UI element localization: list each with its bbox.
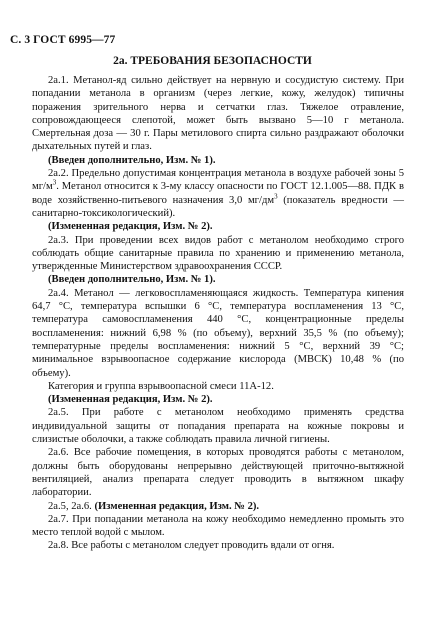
- paragraph-ref: 2а.5, 2а.6.: [48, 500, 95, 512]
- amendment-text: (Измененная редакция, Изм. № 2).: [94, 500, 260, 512]
- amendment-note: (Измененная редакция, Изм. № 2).: [48, 221, 213, 233]
- paragraph-2a8: 2а.8. Все работы с метанолом следует проводить вдали от огня.: [48, 540, 335, 552]
- section-title: 2а. ТРЕБОВАНИЯ БЕЗОПАСНОСТИ: [113, 55, 312, 67]
- running-header: С. 3 ГОСТ 6995—77: [10, 34, 116, 46]
- amendment-note: (Введен дополнительно, Изм. № 1).: [48, 274, 216, 286]
- superscript: 3: [52, 178, 57, 187]
- superscript: 3: [274, 192, 278, 201]
- amendment-note-2a5-2a6: [32, 500, 404, 513]
- amendment-note: (Введен дополнительно, Изм. № 1).: [48, 154, 216, 166]
- paragraph-2a3: 2а.3. При проведении всех видов работ с метанолом необходимо строго соблюдать общие санитарные правила по хранению и применению метанола, утвержденные Министерством здравоохранения СССР.: [32, 234, 404, 273]
- amendment-note: (Измененная редакция, Изм. № 2).: [48, 394, 213, 406]
- paragraph-2a2: [32, 167, 404, 220]
- document-body: [32, 74, 404, 553]
- paragraph-text: (показатель вредности — санитарно-токсикологический).: [32, 194, 404, 219]
- paragraph-2a7: 2а.7. При попадании метанола на кожу необходимо немедленно промыть это место теплой водой с мылом.: [32, 513, 404, 539]
- paragraph-category: Категория и группа взрывоопасной смеси 11А-12.: [48, 380, 274, 392]
- paragraph-2a1: 2а.1. Метанол-яд сильно действует на нервную и сосудистую систему. При попадании метанола в организм (через легкие, кожу, желудок) типичны поражения зрительного нерва и сетчатки глаз. Тяжелое отравление, сопровождающееся слепотой, может быть вызвано 5—10 г метанола. Смертельная доза — 30 г. Пары метилового спирта сильно раздражают оболочки дыхательных путей и глаз.: [32, 75, 404, 153]
- paragraph-2a6: 2а.6. Все рабочие помещения, в которых проводятся работы с метанолом, должны быть оборудованы непрерывно действующей приточно-вытяжной вентиляцией, анализ препарата следует проводить в вытяжном шкафу лаборатории.: [32, 447, 404, 499]
- paragraph-2a5: 2а.5. При работе с метанолом необходимо применять средства индивидуальной защиты от попадания препарата на кожные покровы и слизистые оболочки, а также соблюдать правила личной гигиены.: [32, 407, 404, 446]
- paragraph-text: 2а.2. Предельно допустимая концентрация метанола в воздухе рабочей зоны 5 мг/м: [32, 168, 404, 193]
- paragraph-2a4: 2а.4. Метанол — легковоспламеняющаяся жидкость. Температура кипения 64,7 °С, температура вспышки 6 °С, температура воспламенения 13 °С, температура самовоспламенения 440 °С, концентрационные пределы воспламенения: нижний 6,98 % (по объему), верхний 35,5 % (по объему); температурные пределы воспламенения: нижний 5 °С, верхний 39 °С; минимальное взрывоопасное содержание кислорода (МВСК) 10,48 % (по объему).: [32, 287, 404, 379]
- paragraph-text: . Метанол относится к 3-му классу опасности по ГОСТ 12.1.005—88. ПДК в воде хозяйственно-питьевого назначения 3,0 мг/дм: [32, 181, 404, 206]
